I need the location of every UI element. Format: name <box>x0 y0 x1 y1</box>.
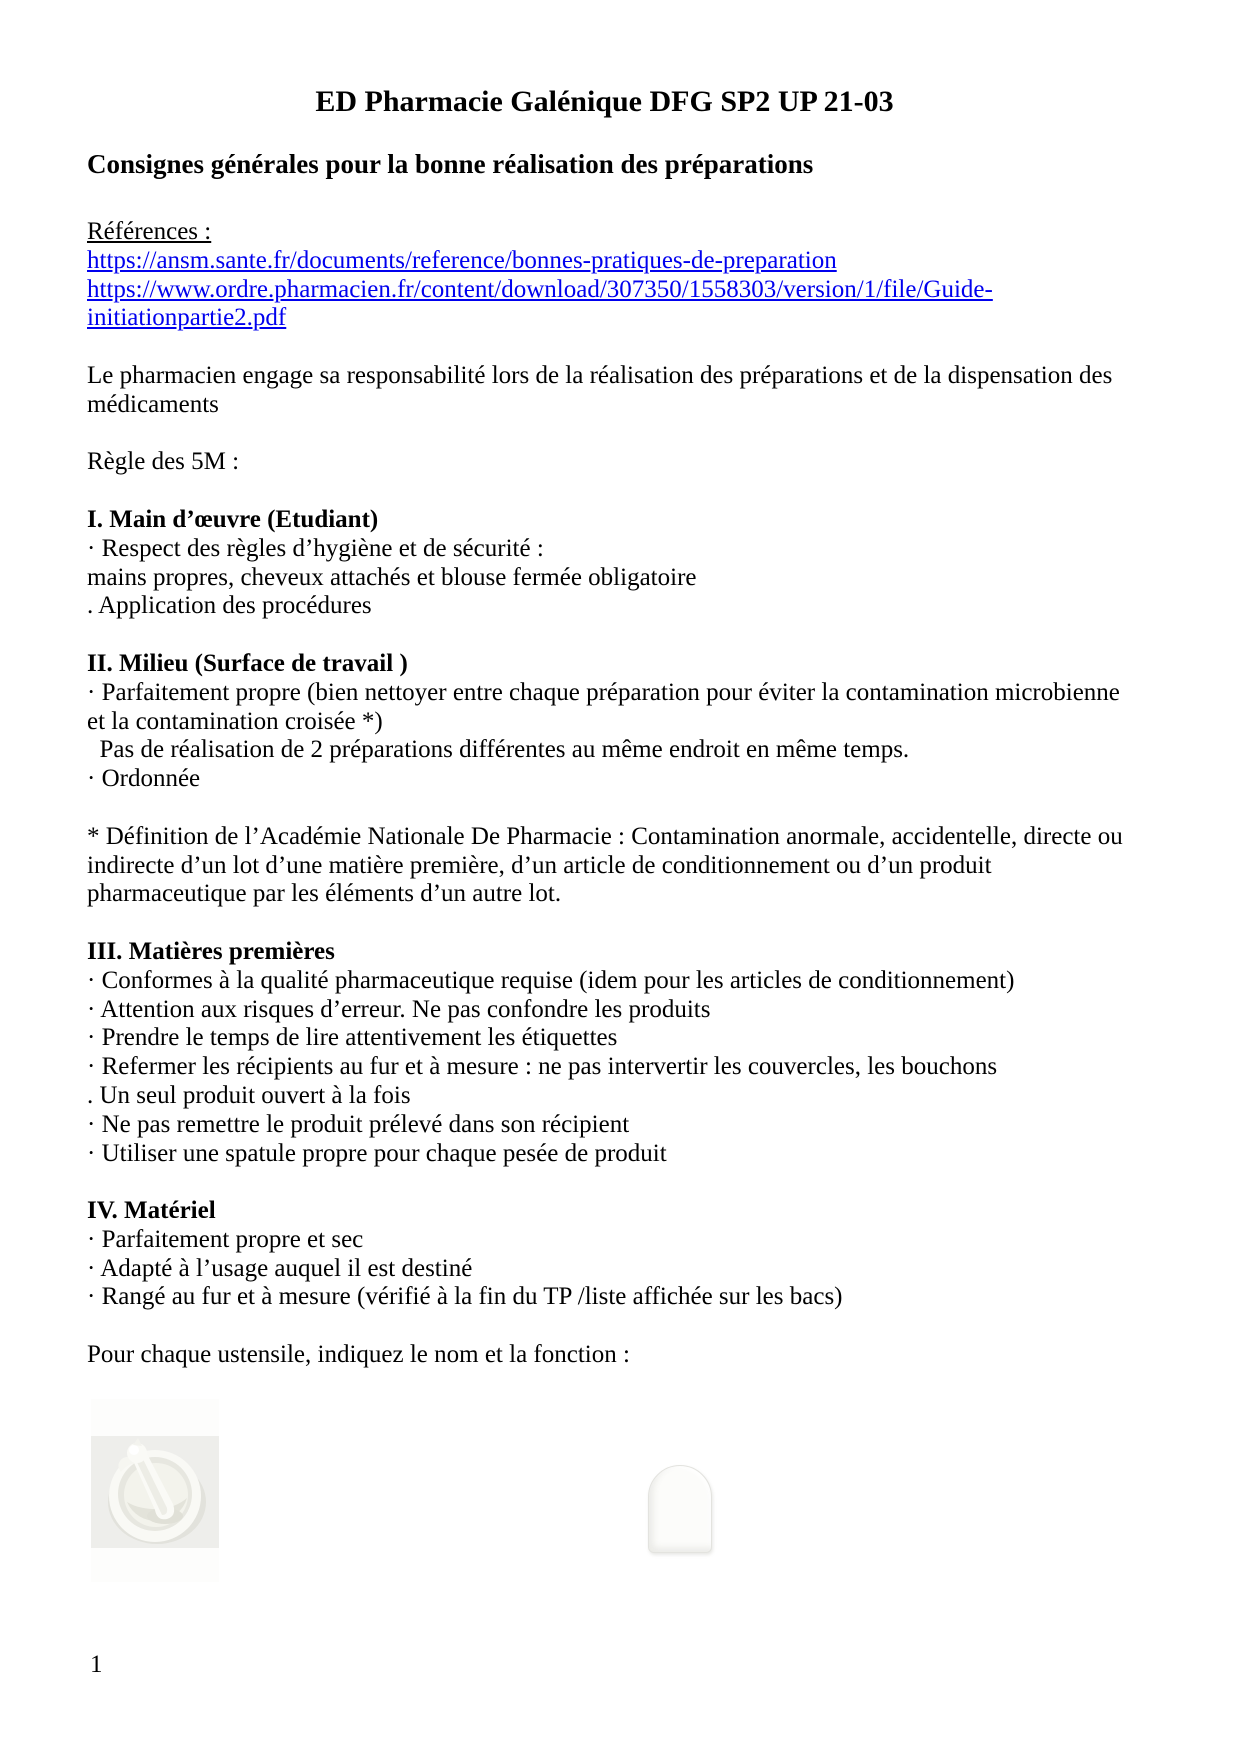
footnote-line: indirecte d’un lot d’une matière première, d’un article de conditionnement ou d’un produit <box>87 851 992 879</box>
reference-link-ordre-line2[interactable]: initiationpartie2.pdf <box>87 304 287 332</box>
section-heading: Consignes générales pour la bonne réalisation des préparations <box>87 149 814 179</box>
page-number: 1 <box>90 1651 103 1678</box>
list-item: · Prendre le temps de lire attentivement les étiquettes <box>87 1024 618 1052</box>
list-item: . Un seul produit ouvert à la fois <box>87 1081 411 1109</box>
list-item: · Parfaitement propre (bien nettoyer entre chaque préparation pour éviter la contamination microbienne <box>87 678 1120 706</box>
utensil-images-row <box>87 1399 1200 1585</box>
section-title-main-oeuvre: I. Main d’œuvre (Etudiant) <box>87 505 379 533</box>
list-item: · Parfaitement propre et sec <box>87 1225 364 1253</box>
footnote-line: pharmaceutique par les éléments d’un autre lot. <box>87 880 562 908</box>
list-item: mains propres, cheveux attachés et blouse fermée obligatoire <box>87 563 697 591</box>
section-title-matieres-premieres: III. Matières premières <box>87 937 335 965</box>
list-item: · Conformes à la qualité pharmaceutique requise (idem pour les articles de conditionnement) <box>87 966 1015 994</box>
rule-label: Règle des 5M : <box>87 448 240 476</box>
list-item: Pas de réalisation de 2 préparations différentes au même endroit en même temps. <box>87 736 910 764</box>
list-item: · Attention aux risques d’erreur. Ne pas confondre les produits <box>87 995 711 1023</box>
mortar-and-pestle-photo <box>91 1399 219 1582</box>
section-title-milieu: II. Milieu (Surface de travail ) <box>87 649 408 677</box>
list-item: · Rangé au fur et à mesure (vérifié à la fin du TP /liste affichée sur les bacs) <box>87 1283 843 1311</box>
list-item: · Respect des règles d’hygiène et de sécurité : <box>87 534 544 562</box>
list-item: · Ne pas remettre le produit prélevé dans son récipient <box>87 1110 630 1138</box>
instruction-line: Pour chaque ustensile, indiquez le nom et la fonction : <box>87 1341 630 1369</box>
arch-utensil-photo <box>648 1465 712 1553</box>
page-title: ED Pharmacie Galénique DFG SP2 UP 21-03 <box>315 85 894 118</box>
section-title-materiel: IV. Matériel <box>87 1197 216 1225</box>
references-label: Références : <box>87 218 212 245</box>
list-item: · Ordonnée <box>87 765 201 793</box>
reference-link-ordre-line1[interactable]: https://www.ordre.pharmacien.fr/content/download/307350/1558303/version/1/file/Guide- <box>87 275 993 303</box>
list-item: . Application des procédures <box>87 592 372 620</box>
list-item: · Utiliser une spatule propre pour chaque pesée de produit <box>87 1139 667 1167</box>
list-item: et la contamination croisée *) <box>87 707 383 735</box>
list-item: · Adapté à l’usage auquel il est destiné <box>87 1254 473 1282</box>
list-item: · Refermer les récipients au fur et à mesure : ne pas intervertir les couvercles, les bouchons <box>87 1053 998 1081</box>
footnote-line: * Définition de l’Académie Nationale De Pharmacie : Contamination anormale, accidentelle, directe ou <box>87 822 1123 850</box>
intro-line: Le pharmacien engage sa responsabilité lors de la réalisation des préparations et de la dispensation des <box>87 361 1113 389</box>
mortar-and-pestle-illustration <box>91 1436 219 1548</box>
reference-link-ansm[interactable]: https://ansm.sante.fr/documents/reference/bonnes-pratiques-de-preparation <box>87 246 837 274</box>
intro-line: médicaments <box>87 390 219 418</box>
mortar-photo-background <box>91 1436 219 1548</box>
